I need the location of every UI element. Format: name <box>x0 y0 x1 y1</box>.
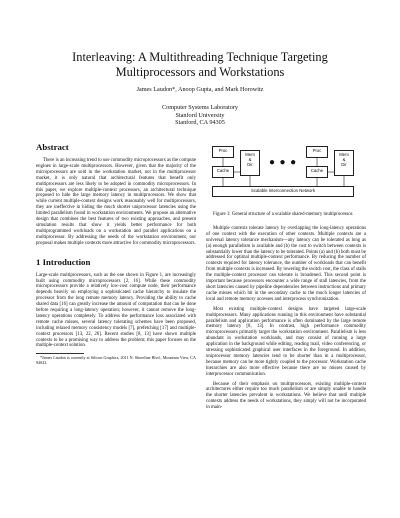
amp-label: & <box>342 157 346 162</box>
footnote: *James Laudon is currently at Silicon Graphics, 2011 N. Shoreline Blvd., Mountain View, CA 94043. <box>36 355 196 366</box>
figure-1-diagram <box>206 142 366 208</box>
body-paragraph: Most existing multiple-context designs have targeted large-scale multiprocessors. Many applications running in this environment have substantial parallelism and application performance is often dominated by the large remote memory latency [8, 13]. In contrast, high performance commodity microprocessors primarily target the workstation environment. Parallelism is less abundant in workstation workloads, and may consist of running a large application in the background while editing, reading mail, video conferencing, or stressing sophisticated graphical user interfaces in the foreground. In addition, uniprocessor memory latencies tend to be shorter than in a multiprocessor, because memory can be more tightly coupled to the processor. Workstation cache hierarchies are also more effective because there are no misses caused by interprocessor communication. <box>206 306 366 377</box>
affiliation-line: Stanford, CA 94305 <box>175 119 225 127</box>
intro-paragraph: Large-scale multiprocessors, such as the one shown in Figure 1, are increasingly built using commodity microprocessors [2, 16]. While these commodity microprocessors provide a relatively low-cost compute node, their performance depends heavily on employing a sophisticated cache hierarchy to insulate the processor from the long remote memory latency. Providing the ability to cache shared data [16] can greatly increase the amount of computation that can be done before requiring a long-latency operation; however, it cannot remove the long-latency operations completely. To address the performance loss associated with remote cache misses, several latency tolerating schemes have been proposed, including relaxed memory consistency models [7], prefetching [17] and multiple-context processors [13, 22, 26]. Recent studies [8, 13] have shown multiple contexts to be a promising way to address the problem; this paper focuses on the multiple-context solution. <box>36 272 196 349</box>
introduction-heading: 1 Introduction <box>36 256 91 267</box>
mem-label: Mem <box>339 152 349 157</box>
network-label: Scalable Interconnection Network <box>250 188 315 193</box>
left-column <box>36 142 196 366</box>
mem-label: Mem <box>245 152 255 157</box>
body-paragraph: Because of their emphasis on multiprocessors, existing multiple-context architectures either require too much parallelism or are simply unable to handle the shorter latencies prevalent in workstations. We believe that until multiple contexts address the needs of workstations, they simply will not be incorporated in main- <box>206 381 366 411</box>
proc-label: Proc <box>312 148 322 153</box>
figure-connectors <box>206 142 366 208</box>
cache-label: Cache <box>310 168 324 173</box>
affiliation-line: Stanford University <box>175 111 225 119</box>
ellipsis-dots: ● ● ● <box>269 157 298 168</box>
amp-label: & <box>248 157 252 162</box>
body-paragraph: Multiple contexts tolerate latency by overlapping the long-latency operations of one context with the execution of other contexts. Multiple contexts are a universal latency tolerance mechanism—any latency can be tolerated as long as (a) enough parallelism is available and (b) the cost to switch between contexts is substantially lower than the latency to be tolerated. Points (a) and (b) both must be addressed for optimal multiple-context performance. By reducing the number of contexts required for latency tolerance, the number of workloads that can benefit from multiple contexts is increased. By lowering the switch cost, the class of stalls the multiple-context processor can tolerate is broadened. This second point is important because processors encounter a wide range of stall latencies, from the short latencies caused by pipeline dependencies between instructions and primary cache misses which hit in the secondary cache to the much longer latencies of local and remote memory accesses and interprocess synchronization. <box>206 225 366 302</box>
figure-caption: Figure 1: General structure of a scalable shared-memory multiprocessor. <box>213 212 354 217</box>
proc-label: Proc <box>218 148 228 153</box>
right-column <box>206 142 366 415</box>
abstract-text: There is an increasing trend to use commodity microprocessors as the compute engines in large-scale multiprocessors. However, given that the majority of the microprocessors are sold in the workstation market, not in the multiprocessor market, it is only natural that architectural features that benefit only multiprocessors are less likely to be adopted in commodity microprocessors. In this paper, we explore multiple-context processors, an architectural technique proposed to hide the large memory latency in multiprocessors. We show that while current multiple-context designs work reasonably well for multiprocessors, they are ineffective in hiding the much shorter uniprocessor latencies using the limited parallelism found in workstation environments. We propose an alternative design that combines the best features of two existing approaches, and present simulation results that show it yields better performance for both multiprogrammed workloads on a workstation and parallel applications on a multiprocessor. By addressing the needs of the workstation environment, our proposal makes multiple contexts more attractive for commodity microprocessors. <box>36 158 196 246</box>
abstract-heading: Abstract <box>36 142 69 152</box>
dir-label: Dir <box>341 162 347 167</box>
cache-label: Cache <box>216 168 230 173</box>
affiliation-line: Computer Systems Laboratory <box>162 104 238 111</box>
author-affiliation <box>40 104 360 127</box>
dir-label: Dir <box>247 162 253 167</box>
footnote-rule <box>36 353 84 354</box>
paper-authors: James Laudon*, Anoop Gupta, and Mark Horowitz <box>136 86 264 93</box>
paper-title: Interleaving: A Multithreading Technique Targeting Multiprocessors and Workstations <box>72 50 328 79</box>
